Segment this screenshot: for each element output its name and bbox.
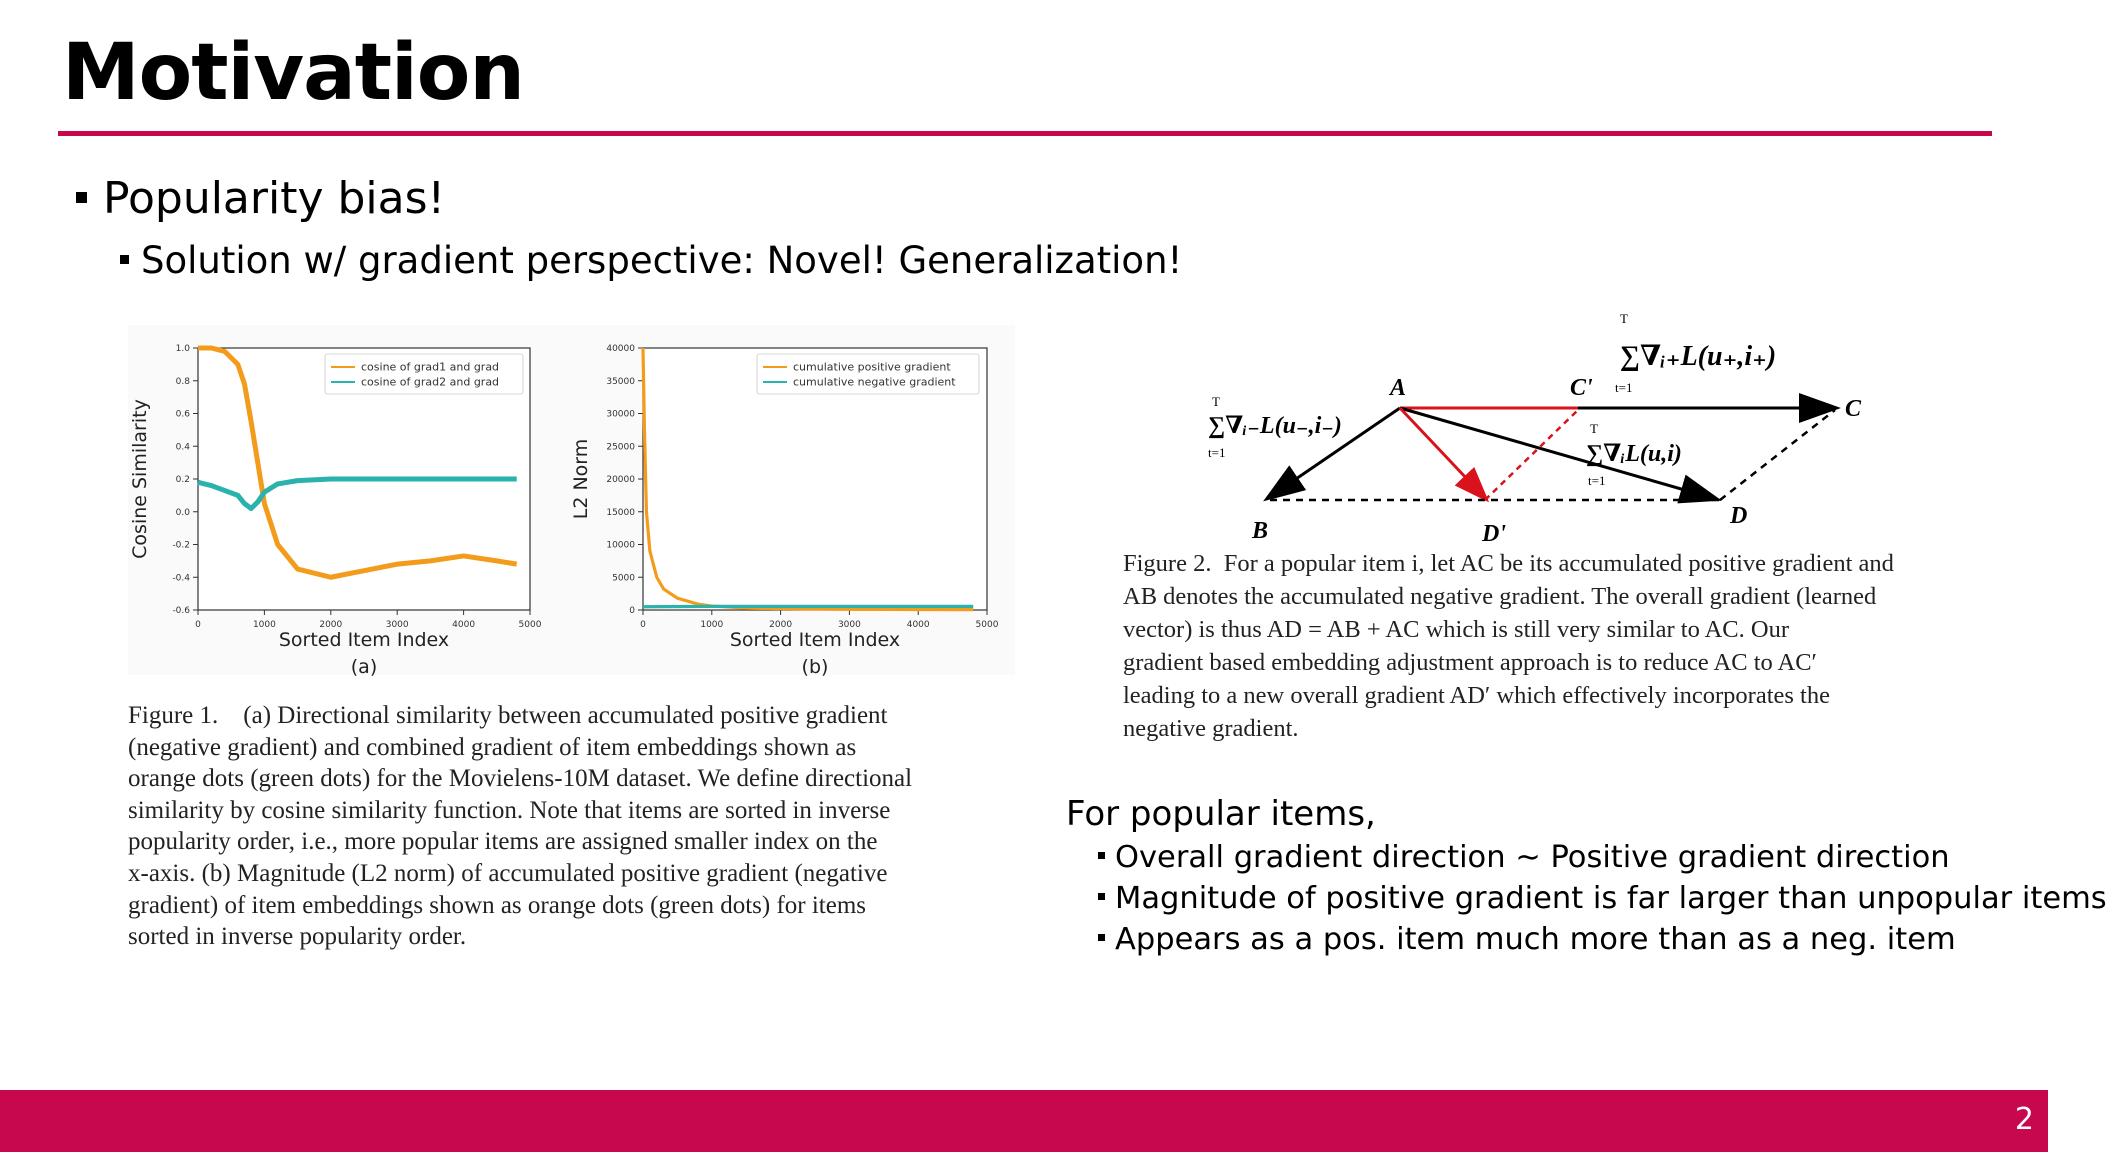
bullet-square-icon: [76, 192, 87, 203]
note-text: Appears as a pos. item much more than as a neg. item: [1115, 922, 1956, 957]
x-axis-label: Sorted Item Index: [729, 629, 901, 651]
y-tick-label: 15000: [606, 507, 635, 518]
legend-label: cumulative negative gradient: [793, 375, 956, 389]
panel-label: (b): [801, 656, 829, 678]
sum-negative-gradient: ∑∇ᵢ₋L(u₋,i₋): [1208, 413, 1342, 439]
bullet-popularity-bias: [76, 172, 445, 226]
bullet-text: Popularity bias!: [103, 173, 446, 224]
label-c: C: [1845, 396, 1862, 422]
y-tick-label: 5000: [612, 573, 635, 584]
caption-line: leading to a new overall gradient AD′ which effectively incorporates the: [1123, 682, 1830, 709]
figure2-caption: [1123, 547, 1963, 745]
x-tick-label: 1000: [700, 620, 724, 630]
x-tick-label: 3000: [837, 620, 861, 630]
y-tick-label: 0.4: [175, 442, 190, 453]
dashed-dc: [1720, 410, 1835, 500]
label-a: A: [1390, 375, 1407, 401]
y-axis-label: Cosine Similarity: [129, 399, 151, 559]
x-axis-label: Sorted Item Index: [278, 629, 450, 651]
caption-line: gradient) of item embeddings shown as orange dots (green dots) for items: [128, 891, 867, 919]
bullet-square-icon: [1098, 852, 1105, 859]
label-d: D: [1730, 503, 1748, 529]
caption-line: AB denotes the accumulated negative gradient. The overall gradient (learned: [1123, 583, 1877, 610]
bullet-square-icon: [120, 255, 129, 264]
sum-positive-gradient: ∑∇ᵢ₊L(u₊,i₊): [1620, 341, 1777, 372]
y-tick-label: 40000: [606, 344, 635, 354]
y-tick-label: -0.6: [172, 606, 190, 616]
caption-line: gradient based embedding adjustment approach is to reduce AC to AC′: [1123, 649, 1817, 676]
y-tick-label: 35000: [606, 376, 635, 387]
y-tick-label: 0.8: [175, 376, 190, 387]
y-tick-label: 0.2: [175, 475, 190, 485]
figure1-label: Figure 1.: [128, 702, 219, 729]
sum-upper-limit: T: [1212, 394, 1220, 409]
sum-upper-limit: T: [1590, 421, 1598, 436]
x-tick-label: 0: [640, 620, 646, 630]
legend-label: cosine of grad2 and grad: [361, 375, 500, 389]
figure1-caption: [128, 700, 1018, 953]
sum-upper-limit: T: [1620, 311, 1628, 326]
bullet-text: Solution w/ gradient perspective: Novel! Generalization!: [141, 239, 1183, 282]
footer-bar: [0, 1090, 2048, 1152]
caption-text: For a popular item i, let AC be its accumulated positive gradient and: [1223, 550, 1894, 577]
bullet-square-icon: [1098, 934, 1105, 941]
bullet-solution: [120, 238, 1182, 284]
label-c-prime: C': [1570, 375, 1593, 401]
page-number: 2: [2014, 1102, 2034, 1137]
caption-line: x-axis. (b) Magnitude (L2 norm) of accumulated positive gradient (negative: [128, 859, 888, 887]
label-d-prime: D': [1482, 521, 1506, 547]
chart-a: [128, 325, 588, 678]
popular-items-heading: For popular items,: [1066, 794, 1376, 834]
title-underline: [58, 131, 1992, 136]
figure2-vector-diagram: [1160, 311, 2000, 555]
x-tick-label: 3000: [385, 620, 409, 630]
x-tick-label: 5000: [975, 620, 999, 630]
chart-b: [570, 325, 1015, 678]
y-tick-label: 25000: [606, 442, 635, 453]
x-tick-label: 2000: [319, 620, 343, 630]
x-tick-label: 1000: [252, 620, 276, 630]
sum-lower-limit: t=1: [1588, 473, 1606, 488]
panel-label: (a): [350, 656, 378, 678]
caption-line: negative gradient.: [1123, 715, 1299, 742]
caption-line: similarity by cosine similarity function. Note that items are sorted in inverse: [128, 796, 891, 824]
x-tick-label: 5000: [518, 620, 542, 630]
y-tick-label: 10000: [606, 540, 635, 551]
y-tick-label: 0.0: [175, 507, 190, 518]
y-tick-label: 0.6: [175, 409, 190, 420]
caption-line: orange dots (green dots) for the Movielens-10M dataset. We define directional: [128, 765, 913, 793]
caption-line: popularity order, i.e., more popular items are assigned smaller index on the: [128, 828, 878, 856]
x-tick-label: 4000: [452, 620, 476, 630]
slide-title: Motivation: [62, 28, 524, 118]
note-bullet: [1098, 879, 2107, 919]
sum-overall-gradient: ∑∇ᵢL(u,i): [1586, 441, 1682, 467]
caption-line: sorted in inverse popularity order.: [128, 923, 467, 951]
y-tick-label: -0.2: [172, 540, 190, 551]
sum-lower-limit: t=1: [1615, 380, 1633, 395]
legend-label: cumulative positive gradient: [793, 360, 951, 374]
x-tick-label: 2000: [769, 620, 793, 630]
y-tick-label: 30000: [606, 409, 635, 420]
caption-line: [1123, 547, 1963, 580]
caption-text: (a) Directional similarity between accumulated positive gradient: [243, 702, 888, 729]
note-bullet: [1098, 838, 1950, 878]
y-tick-label: 1.0: [175, 344, 190, 354]
caption-line: (negative gradient) and combined gradient of item embeddings shown as: [128, 733, 857, 761]
bullet-square-icon: [1098, 893, 1105, 900]
legend-label: cosine of grad1 and grad: [361, 360, 500, 374]
x-tick-label: 4000: [906, 620, 930, 630]
note-text: Magnitude of positive gradient is far larger than unpopular items: [1115, 881, 2107, 916]
x-tick-label: 0: [195, 620, 201, 630]
label-b: B: [1252, 518, 1269, 544]
caption-line: [128, 700, 1018, 732]
figure2-label: Figure 2.: [1123, 550, 1212, 577]
y-tick-label: 20000: [606, 475, 635, 485]
note-bullet: [1098, 920, 1956, 960]
caption-line: vector) is thus AD = AB + AC which is still very similar to AC. Our: [1123, 616, 1789, 643]
y-tick-label: -0.4: [172, 573, 190, 584]
sum-lower-limit: t=1: [1208, 445, 1226, 460]
note-text: Overall gradient direction ∼ Positive gradient direction: [1115, 840, 1950, 875]
y-axis-label: L2 Norm: [570, 438, 592, 520]
y-tick-label: 0: [629, 606, 635, 616]
